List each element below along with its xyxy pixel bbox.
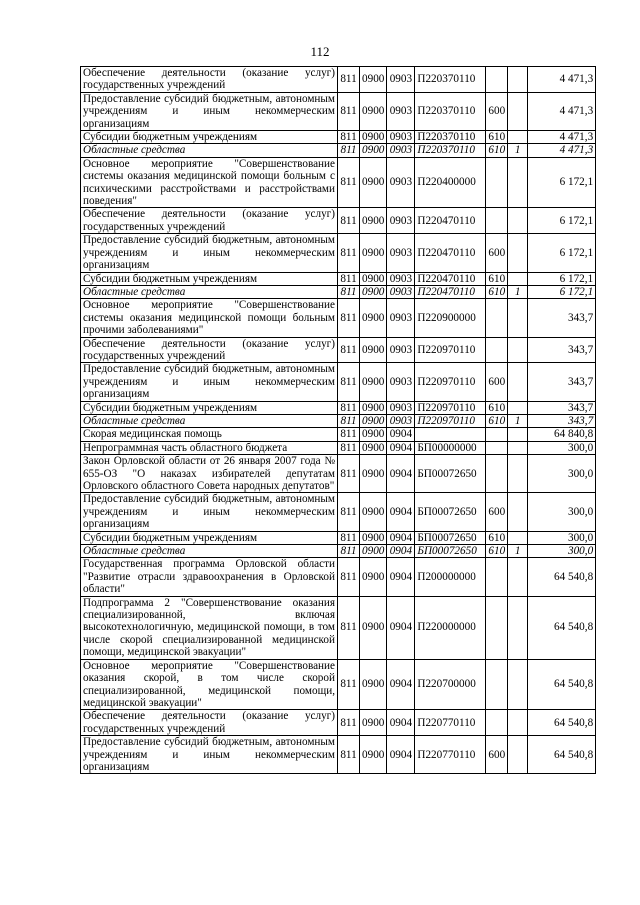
table-row	[81, 558, 596, 596]
section-code-cell: 0900	[360, 414, 387, 427]
row-name-cell: Субсидии бюджетным учреждениям	[81, 131, 338, 144]
amount-cell: 6 172,1	[528, 285, 596, 298]
source-code-cell	[508, 234, 528, 272]
source-code-cell	[508, 531, 528, 544]
source-code-cell	[508, 428, 528, 441]
amount-cell: 343,7	[528, 414, 596, 427]
row-name-cell: Областные средства	[81, 414, 338, 427]
target-article-cell: БП00072650	[415, 493, 486, 531]
department-code-cell: 811	[338, 401, 360, 414]
row-name-cell: Областные средства	[81, 144, 338, 157]
section-code-cell: 0900	[360, 401, 387, 414]
row-name-cell: Закон Орловской области от 26 января 2007 года № 655-ОЗ "О наказах избирателей депутатам Орловского областного Совета народных депутатов"	[81, 455, 338, 493]
source-code-cell	[508, 710, 528, 736]
subsection-code-cell: 0903	[387, 234, 415, 272]
department-code-cell: 811	[338, 157, 360, 208]
section-code-cell: 0900	[360, 272, 387, 285]
expense-type-cell: 610	[486, 414, 508, 427]
row-name-cell: Областные средства	[81, 545, 338, 558]
table-row	[81, 455, 596, 493]
table-row	[81, 272, 596, 285]
amount-cell: 300,0	[528, 493, 596, 531]
expense-type-cell	[486, 67, 508, 93]
source-code-cell	[508, 363, 528, 401]
expense-type-cell: 610	[486, 545, 508, 558]
table-row	[81, 531, 596, 544]
department-code-cell: 811	[338, 234, 360, 272]
amount-cell: 6 172,1	[528, 272, 596, 285]
department-code-cell: 811	[338, 208, 360, 234]
section-code-cell: 0900	[360, 363, 387, 401]
source-code-cell	[508, 455, 528, 493]
target-article-cell: П220000000	[415, 596, 486, 659]
row-name-cell: Предоставление субсидий бюджетным, автономным учреждениям и иным некоммерческим организациям	[81, 234, 338, 272]
expense-type-cell	[486, 455, 508, 493]
subsection-code-cell: 0903	[387, 285, 415, 298]
table-row	[81, 234, 596, 272]
expense-type-cell	[486, 596, 508, 659]
source-code-cell	[508, 493, 528, 531]
table-row	[81, 596, 596, 659]
row-name-cell: Основное мероприятие "Совершенствование оказания скорой, в том числе скорой специализированной, медицинской помощи, медицинской эвакуации"	[81, 659, 338, 710]
target-article-cell: П220470110	[415, 285, 486, 298]
department-code-cell: 811	[338, 67, 360, 93]
source-code-cell	[508, 92, 528, 130]
source-code-cell	[508, 441, 528, 454]
amount-cell: 6 172,1	[528, 234, 596, 272]
section-code-cell: 0900	[360, 67, 387, 93]
expense-type-cell: 610	[486, 285, 508, 298]
target-article-cell: П220470110	[415, 234, 486, 272]
row-name-cell: Государственная программа Орловской области "Развитие отрасли здравоохранения в Орловской области"	[81, 558, 338, 596]
section-code-cell: 0900	[360, 299, 387, 337]
section-code-cell: 0900	[360, 234, 387, 272]
subsection-code-cell: 0903	[387, 414, 415, 427]
section-code-cell: 0900	[360, 285, 387, 298]
table-row	[81, 337, 596, 363]
table-row	[81, 131, 596, 144]
expense-type-cell: 600	[486, 736, 508, 774]
table-row	[81, 493, 596, 531]
amount-cell: 4 471,3	[528, 92, 596, 130]
expense-type-cell	[486, 337, 508, 363]
table-row	[81, 363, 596, 401]
expense-type-cell	[486, 157, 508, 208]
row-name-cell: Субсидии бюджетным учреждениям	[81, 272, 338, 285]
expense-type-cell: 600	[486, 493, 508, 531]
amount-cell: 300,0	[528, 455, 596, 493]
amount-cell: 4 471,3	[528, 144, 596, 157]
expense-type-cell: 600	[486, 234, 508, 272]
row-name-cell: Скорая медицинская помощь	[81, 428, 338, 441]
department-code-cell: 811	[338, 428, 360, 441]
amount-cell: 300,0	[528, 531, 596, 544]
amount-cell: 6 172,1	[528, 208, 596, 234]
subsection-code-cell: 0903	[387, 92, 415, 130]
target-article-cell: П220970110	[415, 401, 486, 414]
amount-cell: 6 172,1	[528, 157, 596, 208]
table-row	[81, 710, 596, 736]
section-code-cell: 0900	[360, 144, 387, 157]
section-code-cell: 0900	[360, 596, 387, 659]
department-code-cell: 811	[338, 710, 360, 736]
section-code-cell: 0900	[360, 710, 387, 736]
target-article-cell: БП00072650	[415, 531, 486, 544]
subsection-code-cell: 0903	[387, 272, 415, 285]
section-code-cell: 0900	[360, 441, 387, 454]
department-code-cell: 811	[338, 299, 360, 337]
source-code-cell	[508, 157, 528, 208]
row-name-cell: Предоставление субсидий бюджетным, автономным учреждениям и иным некоммерческим организациям	[81, 92, 338, 130]
source-code-cell	[508, 736, 528, 774]
department-code-cell: 811	[338, 545, 360, 558]
subsection-code-cell: 0903	[387, 401, 415, 414]
subsection-code-cell: 0904	[387, 596, 415, 659]
source-code-cell	[508, 299, 528, 337]
target-article-cell: П220970110	[415, 363, 486, 401]
department-code-cell: 811	[338, 531, 360, 544]
target-article-cell: П220470110	[415, 272, 486, 285]
department-code-cell: 811	[338, 441, 360, 454]
department-code-cell: 811	[338, 337, 360, 363]
target-article-cell: П220970110	[415, 414, 486, 427]
expense-type-cell	[486, 428, 508, 441]
target-article-cell: П220470110	[415, 208, 486, 234]
department-code-cell: 811	[338, 414, 360, 427]
subsection-code-cell: 0904	[387, 659, 415, 710]
department-code-cell: 811	[338, 285, 360, 298]
expense-type-cell: 610	[486, 144, 508, 157]
section-code-cell: 0900	[360, 92, 387, 130]
table-row	[81, 144, 596, 157]
subsection-code-cell: 0904	[387, 531, 415, 544]
table-body	[81, 67, 596, 774]
subsection-code-cell: 0904	[387, 558, 415, 596]
target-article-cell	[415, 428, 486, 441]
target-article-cell: П220900000	[415, 299, 486, 337]
department-code-cell: 811	[338, 736, 360, 774]
section-code-cell: 0900	[360, 558, 387, 596]
section-code-cell: 0900	[360, 545, 387, 558]
subsection-code-cell: 0904	[387, 428, 415, 441]
table-row	[81, 428, 596, 441]
department-code-cell: 811	[338, 455, 360, 493]
row-name-cell: Основное мероприятие "Совершенствование системы оказания медицинской помощи больным прочими заболеваниями"	[81, 299, 338, 337]
section-code-cell: 0900	[360, 455, 387, 493]
department-code-cell: 811	[338, 144, 360, 157]
target-article-cell: П220770110	[415, 710, 486, 736]
row-name-cell: Основное мероприятие "Совершенствование системы оказания медицинской помощи больным с психическими расстройствами и расстройствами поведения"	[81, 157, 338, 208]
source-code-cell	[508, 131, 528, 144]
section-code-cell: 0900	[360, 428, 387, 441]
subsection-code-cell: 0903	[387, 363, 415, 401]
expense-type-cell	[486, 208, 508, 234]
section-code-cell: 0900	[360, 337, 387, 363]
subsection-code-cell: 0904	[387, 455, 415, 493]
row-name-cell: Подпрограмма 2 "Совершенствование оказания специализированной, включая высокотехнологичную, медицинской помощи, в том числе скорой специализированной медицинской помощи, медицинской эвакуации"	[81, 596, 338, 659]
amount-cell: 300,0	[528, 441, 596, 454]
row-name-cell: Непрограммная часть областного бюджета	[81, 441, 338, 454]
source-code-cell: 1	[508, 144, 528, 157]
subsection-code-cell: 0904	[387, 736, 415, 774]
table-row	[81, 285, 596, 298]
subsection-code-cell: 0903	[387, 337, 415, 363]
section-code-cell: 0900	[360, 736, 387, 774]
amount-cell: 300,0	[528, 545, 596, 558]
department-code-cell: 811	[338, 558, 360, 596]
row-name-cell: Обеспечение деятельности (оказание услуг) государственных учреждений	[81, 67, 338, 93]
expense-type-cell	[486, 299, 508, 337]
target-article-cell: П220370110	[415, 144, 486, 157]
source-code-cell	[508, 659, 528, 710]
subsection-code-cell: 0903	[387, 208, 415, 234]
section-code-cell: 0900	[360, 493, 387, 531]
expense-type-cell: 600	[486, 92, 508, 130]
department-code-cell: 811	[338, 596, 360, 659]
expense-type-cell	[486, 710, 508, 736]
row-name-cell: Областные средства	[81, 285, 338, 298]
subsection-code-cell: 0904	[387, 710, 415, 736]
source-code-cell: 1	[508, 545, 528, 558]
target-article-cell: П220370110	[415, 92, 486, 130]
page-number: 112	[310, 44, 330, 59]
target-article-cell: БП00072650	[415, 455, 486, 493]
table-row	[81, 299, 596, 337]
target-article-cell: П220370110	[415, 67, 486, 93]
department-code-cell: 811	[338, 272, 360, 285]
table-row	[81, 659, 596, 710]
table-row	[81, 545, 596, 558]
target-article-cell: БП00000000	[415, 441, 486, 454]
amount-cell: 4 471,3	[528, 67, 596, 93]
expense-type-cell	[486, 441, 508, 454]
table-row	[81, 414, 596, 427]
row-name-cell: Предоставление субсидий бюджетным, автономным учреждениям и иным некоммерческим организациям	[81, 736, 338, 774]
source-code-cell: 1	[508, 285, 528, 298]
subsection-code-cell: 0903	[387, 299, 415, 337]
section-code-cell: 0900	[360, 208, 387, 234]
row-name-cell: Обеспечение деятельности (оказание услуг) государственных учреждений	[81, 208, 338, 234]
subsection-code-cell: 0904	[387, 545, 415, 558]
section-code-cell: 0900	[360, 531, 387, 544]
subsection-code-cell: 0903	[387, 67, 415, 93]
amount-cell: 343,7	[528, 401, 596, 414]
subsection-code-cell: 0903	[387, 131, 415, 144]
table-row	[81, 401, 596, 414]
amount-cell: 343,7	[528, 299, 596, 337]
target-article-cell: П220700000	[415, 659, 486, 710]
table-row	[81, 67, 596, 93]
row-name-cell: Субсидии бюджетным учреждениям	[81, 401, 338, 414]
row-name-cell: Обеспечение деятельности (оказание услуг) государственных учреждений	[81, 710, 338, 736]
section-code-cell: 0900	[360, 659, 387, 710]
expense-type-cell	[486, 558, 508, 596]
target-article-cell: П220970110	[415, 337, 486, 363]
amount-cell: 64 540,8	[528, 710, 596, 736]
subsection-code-cell: 0903	[387, 144, 415, 157]
subsection-code-cell: 0903	[387, 157, 415, 208]
target-article-cell: П220370110	[415, 131, 486, 144]
source-code-cell	[508, 67, 528, 93]
amount-cell: 343,7	[528, 363, 596, 401]
target-article-cell: П220400000	[415, 157, 486, 208]
row-name-cell: Предоставление субсидий бюджетным, автономным учреждениям и иным некоммерческим организациям	[81, 363, 338, 401]
source-code-cell	[508, 272, 528, 285]
row-name-cell: Предоставление субсидий бюджетным, автономным учреждениям и иным некоммерческим организациям	[81, 493, 338, 531]
section-code-cell: 0900	[360, 157, 387, 208]
expense-type-cell: 600	[486, 363, 508, 401]
section-code-cell: 0900	[360, 131, 387, 144]
expense-type-cell: 610	[486, 131, 508, 144]
target-article-cell: П220770110	[415, 736, 486, 774]
expense-type-cell: 610	[486, 401, 508, 414]
table-row	[81, 157, 596, 208]
target-article-cell: П200000000	[415, 558, 486, 596]
table-row	[81, 208, 596, 234]
amount-cell: 64 540,8	[528, 659, 596, 710]
target-article-cell: БП00072650	[415, 545, 486, 558]
subsection-code-cell: 0904	[387, 441, 415, 454]
source-code-cell	[508, 558, 528, 596]
source-code-cell	[508, 596, 528, 659]
department-code-cell: 811	[338, 92, 360, 130]
department-code-cell: 811	[338, 131, 360, 144]
budget-table	[80, 66, 596, 774]
department-code-cell: 811	[338, 659, 360, 710]
source-code-cell	[508, 208, 528, 234]
department-code-cell: 811	[338, 493, 360, 531]
amount-cell: 64 540,8	[528, 736, 596, 774]
source-code-cell	[508, 337, 528, 363]
table-row	[81, 736, 596, 774]
table-row	[81, 92, 596, 130]
subsection-code-cell: 0904	[387, 493, 415, 531]
amount-cell: 343,7	[528, 337, 596, 363]
department-code-cell: 811	[338, 363, 360, 401]
source-code-cell	[508, 401, 528, 414]
row-name-cell: Обеспечение деятельности (оказание услуг) государственных учреждений	[81, 337, 338, 363]
amount-cell: 4 471,3	[528, 131, 596, 144]
source-code-cell: 1	[508, 414, 528, 427]
expense-type-cell: 610	[486, 272, 508, 285]
row-name-cell: Субсидии бюджетным учреждениям	[81, 531, 338, 544]
amount-cell: 64 540,8	[528, 558, 596, 596]
table-row	[81, 441, 596, 454]
expense-type-cell	[486, 659, 508, 710]
amount-cell: 64 540,8	[528, 596, 596, 659]
expense-type-cell: 610	[486, 531, 508, 544]
amount-cell: 64 840,8	[528, 428, 596, 441]
